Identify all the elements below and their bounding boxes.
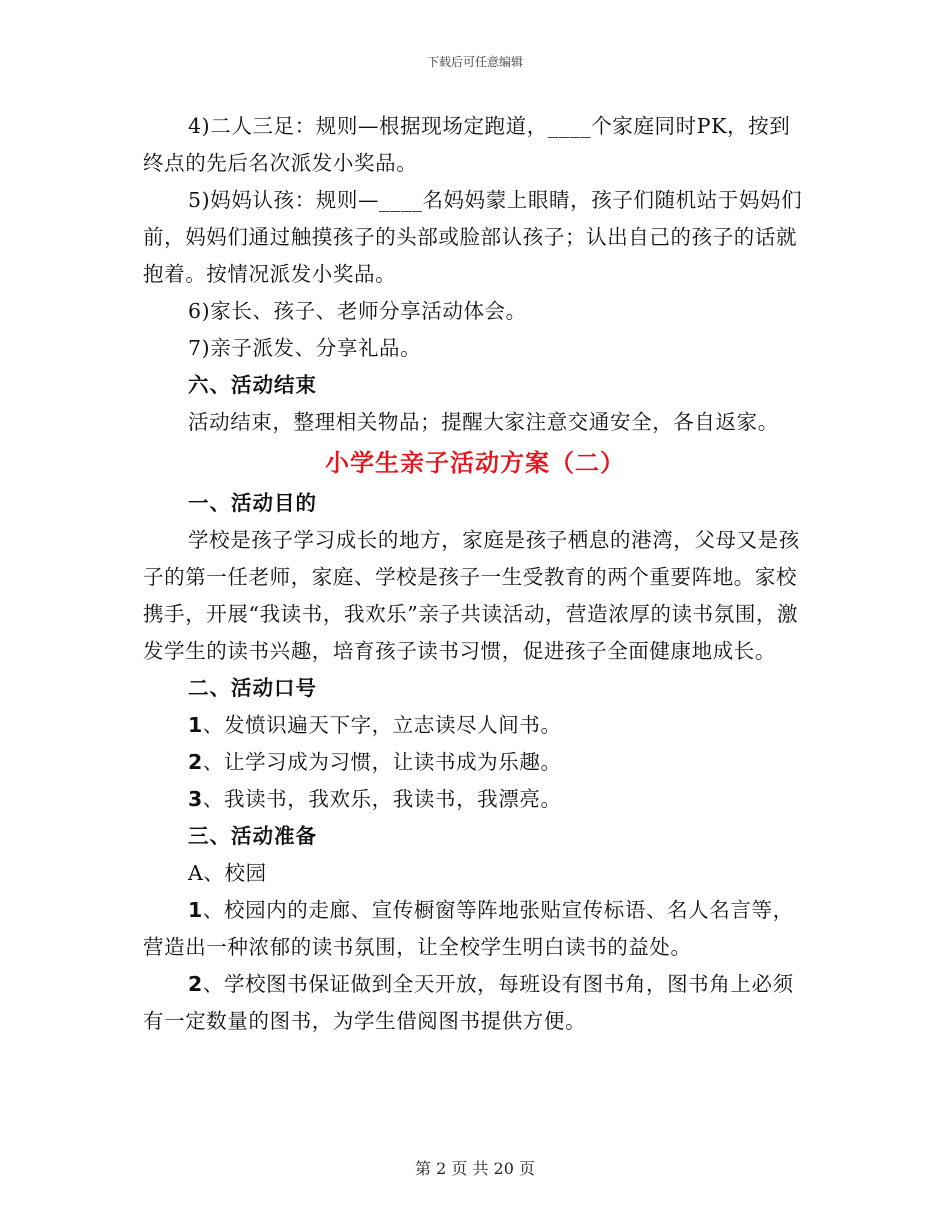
slogan-1-text: 、发愤识遍天下字，立志读尽人间书。 xyxy=(202,713,562,737)
slogan-2-number: 2 xyxy=(188,750,203,774)
paragraph-rule-6: 6)家长、孩子、老师分享活动体会。 xyxy=(188,299,527,323)
campus-1-number: 1 xyxy=(188,898,203,922)
slogan-2 xyxy=(143,744,807,781)
section-heading-preparation: 三、活动准备 xyxy=(188,824,317,848)
slogan-1 xyxy=(143,707,807,744)
slogan-3-text: 、我读书，我欢乐，我读书，我漂亮。 xyxy=(202,787,562,811)
campus-1-text: 、校园内的走廊、宣传橱窗等阵地张贴宣传标语、名人名言等，营造出一种浓郁的读书氛围，让全校学生明白读书的益处。 xyxy=(143,898,794,959)
section-heading-slogan: 二、活动口号 xyxy=(188,676,317,700)
slogan-2-text: 、让学习成为习惯，让读书成为乐趣。 xyxy=(202,750,562,774)
section-heading-end: 六、活动结束 xyxy=(188,373,317,397)
page-header: 下载后可任意编辑 xyxy=(426,55,523,69)
paragraph-campus-2 xyxy=(143,966,807,1040)
paragraph-purpose: 学校是孩子学习成长的地方，家庭是孩子栖息的港湾，父母又是孩子的第一任老师，家庭、学校是孩子一生受教育的两个重要阵地。家校携手，开展“我读书，我欢乐”亲子共读活动，营造浓厚的读书氛围，激发学生的读书兴趣，培育孩子读书习惯，促进孩子全面健康地成长。 xyxy=(143,528,800,663)
slogan-3 xyxy=(143,781,807,818)
document-title: 小学生亲子活动方案（二） xyxy=(325,449,625,477)
campus-2-text: 、学校图书保证做到全天开放，每班设有图书角，图书角上必须有一定数量的图书，为学生借阅图书提供方便。 xyxy=(143,972,794,1033)
slogan-3-number: 3 xyxy=(188,787,203,811)
paragraph-campus-label: A、校园 xyxy=(188,861,267,885)
page-footer: 第 2 页 共 20 页 xyxy=(415,1159,535,1178)
paragraph-rule-5: 5)妈妈认孩：规则—____名妈妈蒙上眼睛，孩子们随机站于妈妈们前，妈妈们通过触摸孩子的头部或脸部认孩子；认出自己的孩子的话就抱着。按情况派发小奖品。 xyxy=(143,188,803,286)
paragraph-rule-7: 7)亲子派发、分享礼品。 xyxy=(188,336,422,360)
paragraph-end: 活动结束，整理相关物品；提醒大家注意交通安全，各自返家。 xyxy=(188,410,779,434)
slogan-1-number: 1 xyxy=(188,713,203,737)
paragraph-campus-1 xyxy=(143,892,807,966)
document-body xyxy=(143,108,807,1040)
campus-2-number: 2 xyxy=(188,972,203,996)
section-heading-purpose: 一、活动目的 xyxy=(188,491,317,515)
paragraph-rule-4: 4)二人三足：规则—根据现场定跑道，____个家庭同时PK，按到终点的先后名次派发小奖品。 xyxy=(143,114,791,175)
